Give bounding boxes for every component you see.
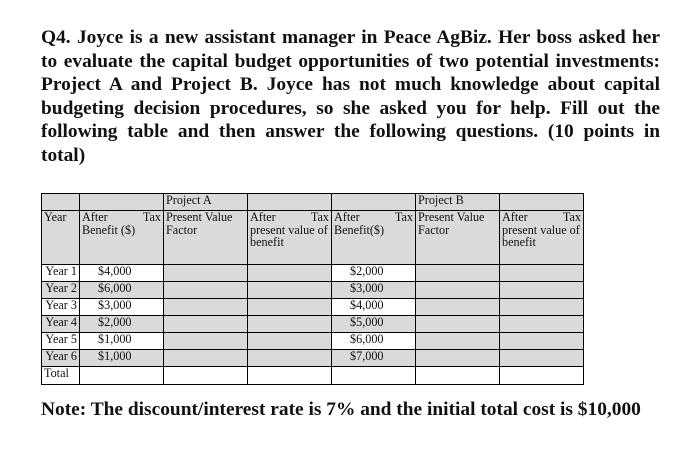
year-label: Year 5 [42, 333, 80, 350]
pv-benefit-b-cell [500, 299, 584, 316]
year-label: Year 6 [42, 350, 80, 367]
project-b-label: Project B [416, 194, 500, 211]
pv-benefit-a-cell [248, 265, 332, 282]
after-tax-benefit-b-header: After Tax Benefit($) [332, 211, 416, 265]
pv-factor-b-header: Present Value Factor [416, 211, 500, 265]
year-label: Year 4 [42, 316, 80, 333]
pv-benefit-b-cell [500, 316, 584, 333]
pv-benefit-b-cell [500, 265, 584, 282]
pv-factor-b-cell [416, 333, 500, 350]
project-a-benefit: $2,000 [80, 316, 164, 333]
table-header-row [42, 211, 584, 265]
pv-factor-a-cell [164, 333, 248, 350]
table-row [42, 333, 584, 350]
table-row [42, 299, 584, 316]
project-b-benefit: $3,000 [332, 282, 416, 299]
pv-factor-a-cell [164, 265, 248, 282]
pv-factor-a-header: Present Value Factor [164, 211, 248, 265]
capital-budget-table [41, 193, 584, 385]
after-tax-pv-a-header: After Tax present value of benefit [248, 211, 332, 265]
pv-benefit-b-cell [500, 282, 584, 299]
pv-benefit-b-cell [500, 333, 584, 350]
pv-benefit-a-cell [248, 316, 332, 333]
after-tax-pv-b-header: After Tax present value of benefit [500, 211, 584, 265]
project-a-label: Project A [164, 194, 248, 211]
pv-benefit-a-cell [248, 350, 332, 367]
pv-benefit-b-cell [500, 350, 584, 367]
table-project-row [42, 194, 584, 211]
pv-benefit-a-cell [248, 333, 332, 350]
note-text: Note: The discount/interest rate is 7% and the initial total cost is $10,000 [41, 399, 641, 420]
table-row [42, 316, 584, 333]
question-text: Q4. Joyce is a new assistant manager in Peace AgBiz. Her boss asked her to evaluate the capital budget opportunities of two potential investments: Project A and Project B. Joyce has not much knowledge about capital budgeting decision procedures, so she asked you for help. Fill out the following table and then answer the following questions. (10 points in total) [41, 27, 660, 166]
project-b-benefit: $6,000 [332, 333, 416, 350]
project-b-benefit: $5,000 [332, 316, 416, 333]
table-row [42, 350, 584, 367]
table-total-row [42, 367, 584, 385]
year-label: Year 2 [42, 282, 80, 299]
pv-factor-b-cell [416, 282, 500, 299]
pv-benefit-a-cell [248, 282, 332, 299]
pv-factor-b-cell [416, 265, 500, 282]
project-a-benefit: $6,000 [80, 282, 164, 299]
project-a-benefit: $4,000 [80, 265, 164, 282]
pv-factor-a-cell [164, 282, 248, 299]
year-header: Year [42, 211, 80, 265]
pv-factor-a-cell [164, 316, 248, 333]
project-b-benefit: $2,000 [332, 265, 416, 282]
total-label: Total [42, 367, 80, 385]
pv-factor-a-cell [164, 350, 248, 367]
year-label: Year 1 [42, 265, 80, 282]
after-tax-benefit-a-header: After Tax Benefit ($) [80, 211, 164, 265]
project-a-benefit: $1,000 [80, 333, 164, 350]
table-row [42, 282, 584, 299]
pv-factor-a-cell [164, 299, 248, 316]
project-a-benefit: $1,000 [80, 350, 164, 367]
year-label: Year 3 [42, 299, 80, 316]
pv-factor-b-cell [416, 299, 500, 316]
pv-benefit-a-cell [248, 299, 332, 316]
project-b-benefit: $7,000 [332, 350, 416, 367]
table-row [42, 265, 584, 282]
pv-factor-b-cell [416, 350, 500, 367]
project-a-benefit: $3,000 [80, 299, 164, 316]
project-b-benefit: $4,000 [332, 299, 416, 316]
pv-factor-b-cell [416, 316, 500, 333]
